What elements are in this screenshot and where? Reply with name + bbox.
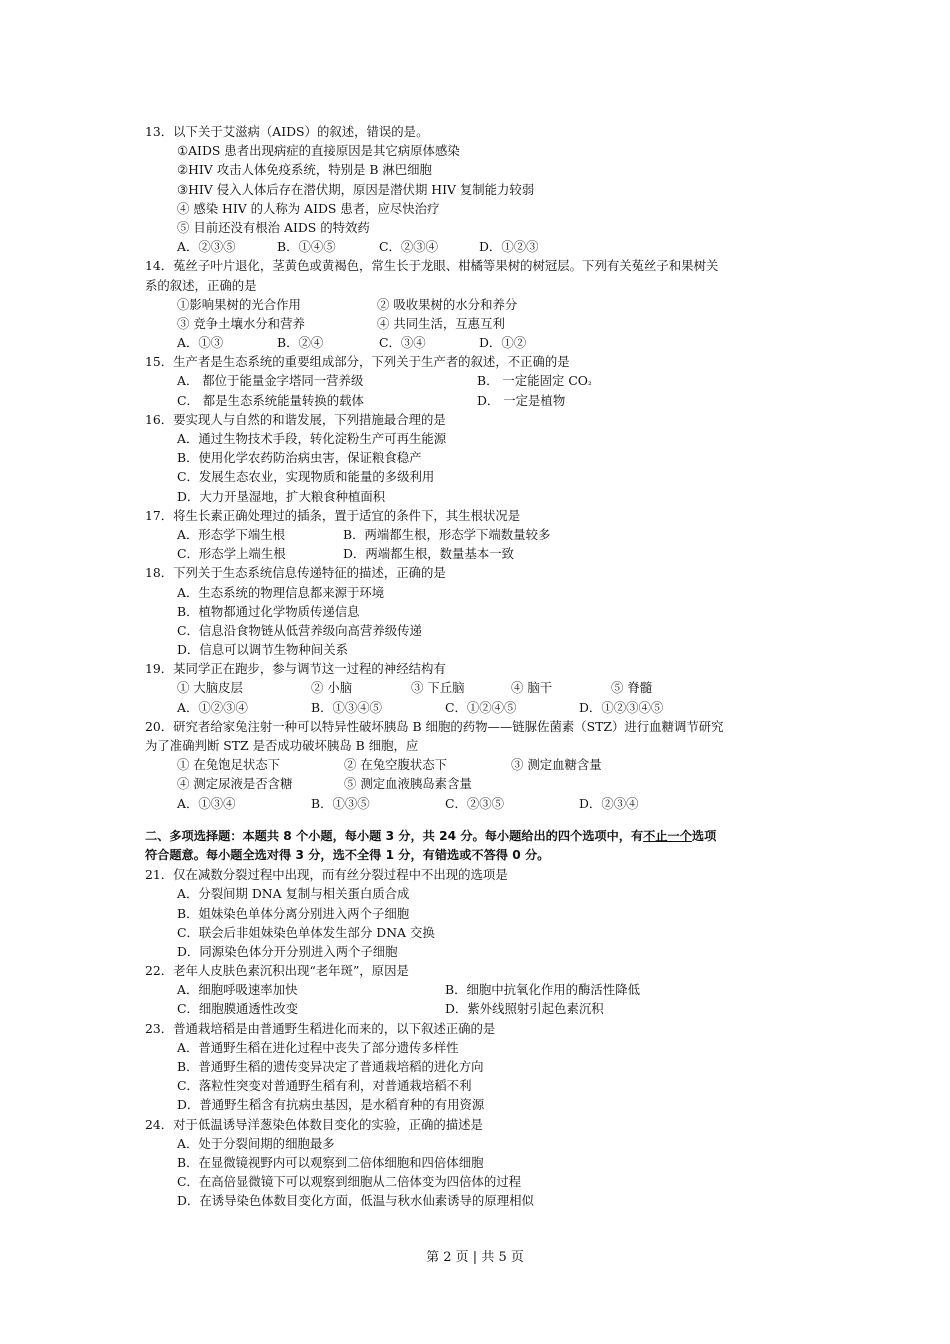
- question-17-stem: 17．将生长素正确处理过的插条，置于适宜的条件下，其生根状况是: [145, 507, 521, 523]
- option-a: A．生态系统的物理信息都来源于环境: [177, 584, 385, 600]
- option-d: D．①②③④⑤: [579, 699, 664, 715]
- exam-content: [145, 122, 815, 1211]
- option-c: C．在高倍显微镜下可以观察到细胞从二倍体变为四倍体的过程: [177, 1174, 522, 1190]
- option-b: B．使用化学农药防治病虫害，保证粮食稳产: [177, 450, 422, 466]
- statement: ④ 共同生活，互惠互利: [377, 315, 505, 331]
- question-20-stem: 20．研究者给家兔注射一种可以特异性破坏胰岛 B 细胞的药物——链脲佐菌素（STZ）进行血糖调节研究: [145, 718, 724, 734]
- option-a: A．①③④: [177, 795, 236, 811]
- option-a: A．①②③④: [177, 699, 248, 715]
- option-c: C． 都是生态系统能量转换的载体: [177, 392, 364, 408]
- option-d: D．②③④: [579, 795, 639, 811]
- statement: ④ 测定尿液是否含糖: [177, 776, 293, 792]
- question-14-statements: [145, 295, 815, 314]
- section-2-heading-end: 选项: [691, 828, 717, 843]
- option-d: D．在诱导染色体数目变化方面，低温与秋水仙素诱导的原理相似: [177, 1193, 534, 1209]
- option-c: C．细胞膜通透性改变: [177, 1001, 298, 1017]
- question-19-options: [145, 698, 815, 717]
- option-d: D．大力开垦湿地，扩大粮食种植面积: [177, 488, 386, 504]
- option-d: D．紫外线照射引起色素沉积: [445, 1001, 604, 1017]
- question-13-statement: ④ 感染 HIV 的人称为 AIDS 患者，应尽快治疗: [177, 200, 440, 216]
- option-d: D．两端都生根，数量基本一致: [343, 546, 515, 562]
- question-20-statements: [145, 774, 815, 793]
- option-c: C．落粒性突变对普通野生稻有利，对普通栽培稻不利: [177, 1078, 472, 1094]
- section-2-heading: [145, 827, 815, 846]
- option-c: C．发展生态农业，实现物质和能量的多级利用: [177, 469, 435, 485]
- option-c: C．信息沿食物链从低营养级向高营养级传递: [177, 622, 422, 638]
- question-15-stem: 15．生产者是生态系统的重要组成部分，下列关于生产者的叙述，不正确的是: [145, 354, 570, 370]
- section-gap: [145, 813, 815, 827]
- option-c: C．②③④: [379, 239, 439, 255]
- question-14-stem: 14．菟丝子叶片退化，茎黄色或黄褐色，常生长于龙眼、柑橘等果树的树冠层。下列有关菟丝子和果树关: [145, 258, 719, 274]
- statement: ① 在兔饱足状态下: [177, 757, 281, 773]
- option-a: A．普通野生稻在进化过程中丧失了部分遗传多样性: [177, 1039, 459, 1055]
- option-c: C．②③⑤: [445, 795, 505, 811]
- option-b: B．普通野生稻的遗传变异决定了普通栽培稻的进化方向: [177, 1059, 484, 1074]
- question-13-statement: ②HIV 攻击人体免疫系统，特别是 B 淋巴细胞: [177, 162, 432, 178]
- question-13-stem: 13．以下关于艾滋病（AIDS）的叙述，错误的是。: [145, 124, 429, 139]
- option-d: D．同源染色体分开分别进入两个子细胞: [177, 943, 398, 959]
- option-c: C．①②④⑤: [445, 699, 517, 715]
- question-14-options: [145, 333, 815, 352]
- statement: ② 在兔空腹状态下: [344, 757, 448, 773]
- statement: ② 小脑: [311, 680, 353, 696]
- question-13-options: [145, 237, 815, 256]
- option-a: A． 都位于能量金字塔同一营养级: [177, 373, 364, 389]
- statement: ⑤ 脊髓: [611, 680, 653, 696]
- question-24-stem: 24．对于低温诱导洋葱染色体数目变化的实验，正确的描述是: [145, 1116, 483, 1132]
- option-a: A．分裂间期 DNA 复制与相关蛋白质合成: [177, 886, 410, 902]
- question-19-statements: [145, 678, 815, 697]
- question-20-stem-continued: 为了准确判断 STZ 是否成功破坏胰岛 B 细胞，应: [145, 738, 419, 753]
- question-21-stem: 21．仅在减数分裂过程中出现，而有丝分裂过程中不出现的选项是: [145, 867, 508, 883]
- section-2-underlined: 不止一个: [643, 828, 692, 843]
- question-14-stem-continued: 系的叙述，正确的是: [145, 277, 257, 293]
- option-c: C．③④: [379, 335, 426, 351]
- option-a: A．②③⑤: [177, 239, 236, 255]
- option-b: B．①③⑤: [311, 795, 370, 811]
- question-18-stem: 18．下列关于生态系统信息传递特征的描述，正确的是: [145, 565, 446, 581]
- question-22-options: [145, 980, 815, 999]
- page-footer: 第 2 页 | 共 5 页: [426, 1250, 524, 1265]
- statement: ④ 脑干: [511, 680, 553, 696]
- option-b: B．在显微镜视野内可以观察到二倍体细胞和四倍体细胞: [177, 1154, 484, 1170]
- option-b: B．两端都生根，形态学下端数量较多: [343, 526, 551, 542]
- question-20-options: [145, 794, 815, 813]
- option-a: A．形态学下端生根: [177, 526, 286, 542]
- question-13-statement: ⑤ 目前还没有根治 AIDS 的特效药: [177, 219, 370, 235]
- question-17-options: [145, 525, 815, 544]
- option-b: B．植物都通过化学物质传递信息: [177, 603, 360, 619]
- option-c: C．联会后非姐妹染色单体发生部分 DNA 交换: [177, 924, 435, 940]
- question-13-statement: ③HIV 侵入人体后存在潜伏期，原因是潜伏期 HIV 复制能力较弱: [177, 181, 535, 197]
- option-c: C．形态学上端生根: [177, 546, 286, 562]
- question-15-options: [145, 371, 815, 390]
- option-d: D．①②: [479, 335, 527, 351]
- option-d: D．普通野生稻含有抗病虫基因，是水稻育种的有用资源: [177, 1097, 485, 1113]
- option-a: A．通过生物技术手段，转化淀粉生产可再生能源: [177, 431, 447, 446]
- option-d: D．信息可以调节生物种间关系: [177, 642, 349, 658]
- option-b: B．①④⑤: [277, 239, 336, 255]
- option-a: A．细胞呼吸速率加快: [177, 982, 298, 998]
- question-19-stem: 19．某同学正在跑步，参与调节这一过程的神经结构有: [145, 661, 446, 677]
- statement: ③ 下丘脑: [411, 680, 465, 696]
- subscript-2: ₂: [587, 378, 592, 389]
- statement: ③ 竞争土壤水分和营养: [177, 315, 305, 331]
- statement: ①影响果树的光合作用: [177, 296, 301, 312]
- statement: ⑤ 测定血液胰岛素含量: [344, 776, 472, 792]
- section-2-heading-text: 二、多项选择题：本题共 8 个小题，每小题 3 分，共 24 分。每小题给出的四个选项中，有: [145, 828, 644, 843]
- question-22-stem: 22．老年人皮肤色素沉积出现“老年斑”，原因是: [145, 963, 409, 979]
- option-d: D．①②③: [479, 239, 539, 255]
- question-16-stem: 16．要实现人与自然的和谐发展，下列措施最合理的是: [145, 411, 446, 427]
- option-b: B．姐妹染色单体分离分别进入两个子细胞: [177, 905, 410, 921]
- section-2-heading-continued: 符合题意。每小题全选对得 3 分，选不全得 1 分，有错选或不答得 0 分。: [145, 847, 550, 862]
- question-22-options: [145, 999, 815, 1018]
- statement: ① 大脑皮层: [177, 680, 243, 696]
- option-b: B．②④: [277, 335, 324, 351]
- option-b: B．细胞中抗氧化作用的酶活性降低: [445, 982, 640, 998]
- option-b: B．①③④⑤: [311, 699, 383, 715]
- option-a: A．①③: [177, 335, 224, 351]
- option-d: D． 一定是植物: [477, 392, 566, 408]
- question-23-stem: 23．普通栽培稻是由普通野生稻进化而来的，以下叙述正确的是: [145, 1020, 496, 1036]
- statement: ② 吸收果树的水分和养分: [377, 296, 518, 312]
- question-14-statements: [145, 314, 815, 333]
- question-17-options: [145, 544, 815, 563]
- question-13-statement: ①AIDS 患者出现病症的直接原因是其它病原体感染: [177, 143, 460, 159]
- question-15-options: [145, 391, 815, 410]
- statement: ③ 测定血糖含量: [511, 757, 602, 773]
- question-20-statements: [145, 755, 815, 774]
- option-b-text: B． 一定能固定 CO: [477, 373, 588, 389]
- option-a: A．处于分裂间期的细胞最多: [177, 1135, 335, 1151]
